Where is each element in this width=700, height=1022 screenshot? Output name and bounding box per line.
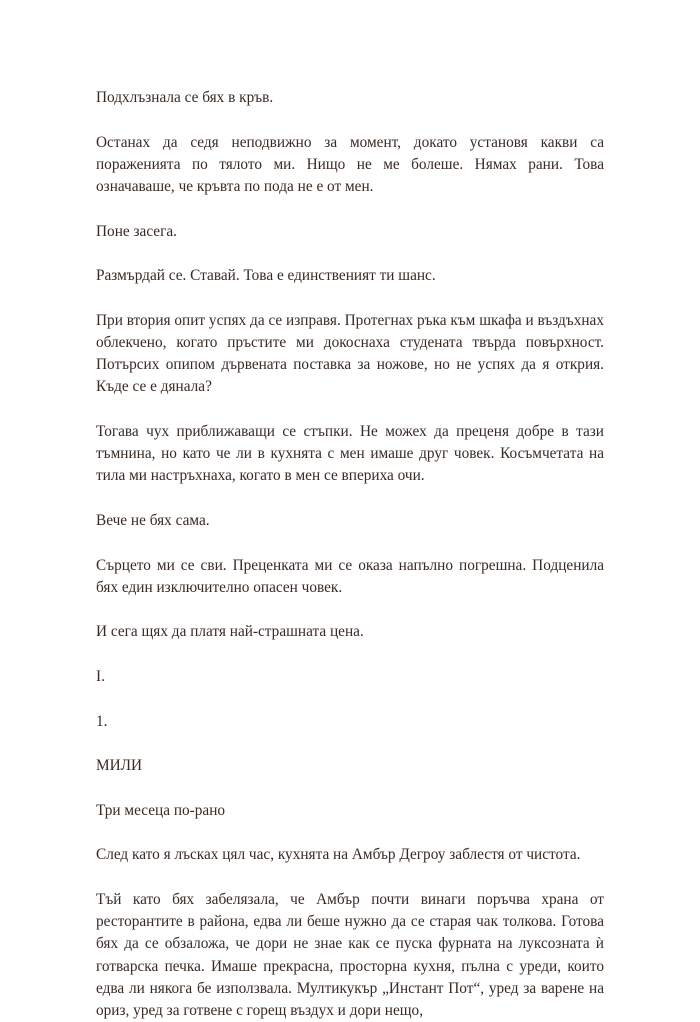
paragraph-6: Тогава чух приближаващи се стъпки. Не можех да преценя добре в тази тъмнина, но като че ли в кухнята с мен имаше друг човек. Косъмчетата на тила ми настръхнаха, когато в мен се впериха очи. bbox=[96, 422, 604, 485]
paragraph-4: Размърдай се. Ставай. Това е единственият ти шанс. bbox=[96, 267, 436, 285]
paragraph-7: Вече не бях сама. bbox=[96, 511, 210, 529]
paragraph-15: Тъй като бях забелязала, че Амбър почти винаги поръчва храна от ресторантите в района, едва ли беше нужно да се старая чак толкова. Готова бях да се обзаложа, че дори не знае как се пуска фурната на луксозната ѝ готварска печка. Имаше прекрасна, просторна кухня, пълна с уреди, които едва ли някога бе използвала. Мултикукър „Инстант Пот“, уред за варене на ориз, уред за готвене с горещ въздух и дори нещо, bbox=[96, 890, 604, 1019]
page-body bbox=[96, 87, 604, 1022]
paragraph-5: При втория опит успях да се изправя. Протегнах ръка към шкафа и въздъхнах облекчено, когато пръстите ми докоснаха студената твърда повърхност. Потърсих опипом дървената поставка за ножове, но не успях да я открия. Къде се е дянала? bbox=[96, 311, 604, 396]
part-heading: I. bbox=[96, 667, 105, 685]
paragraph-14: След като я лъсках цял час, кухнята на Амбър Дегроу заблестя от чистота. bbox=[96, 846, 581, 864]
paragraph-8: Сърцето ми се сви. Преценката ми се оказа напълно погрешна. Подценила бях един изключително опасен човек. bbox=[96, 556, 604, 596]
paragraph-3: Поне засега. bbox=[96, 222, 177, 240]
paragraph-2: Останах да седя неподвижно за момент, докато установя какви са пораженията по тялото ми. Нищо не ме болеше. Нямах рани. Това означаваше, че кръвта по пода не е от мен. bbox=[96, 133, 604, 195]
chapter-subtitle: Три месеца по-рано bbox=[96, 801, 226, 819]
chapter-number: 1. bbox=[96, 712, 108, 730]
paragraph-1: Подхлъзнала се бях в кръв. bbox=[96, 89, 274, 106]
chapter-title: МИЛИ bbox=[96, 757, 143, 775]
paragraph-9: И сега щях да платя най-страшната цена. bbox=[96, 623, 364, 641]
